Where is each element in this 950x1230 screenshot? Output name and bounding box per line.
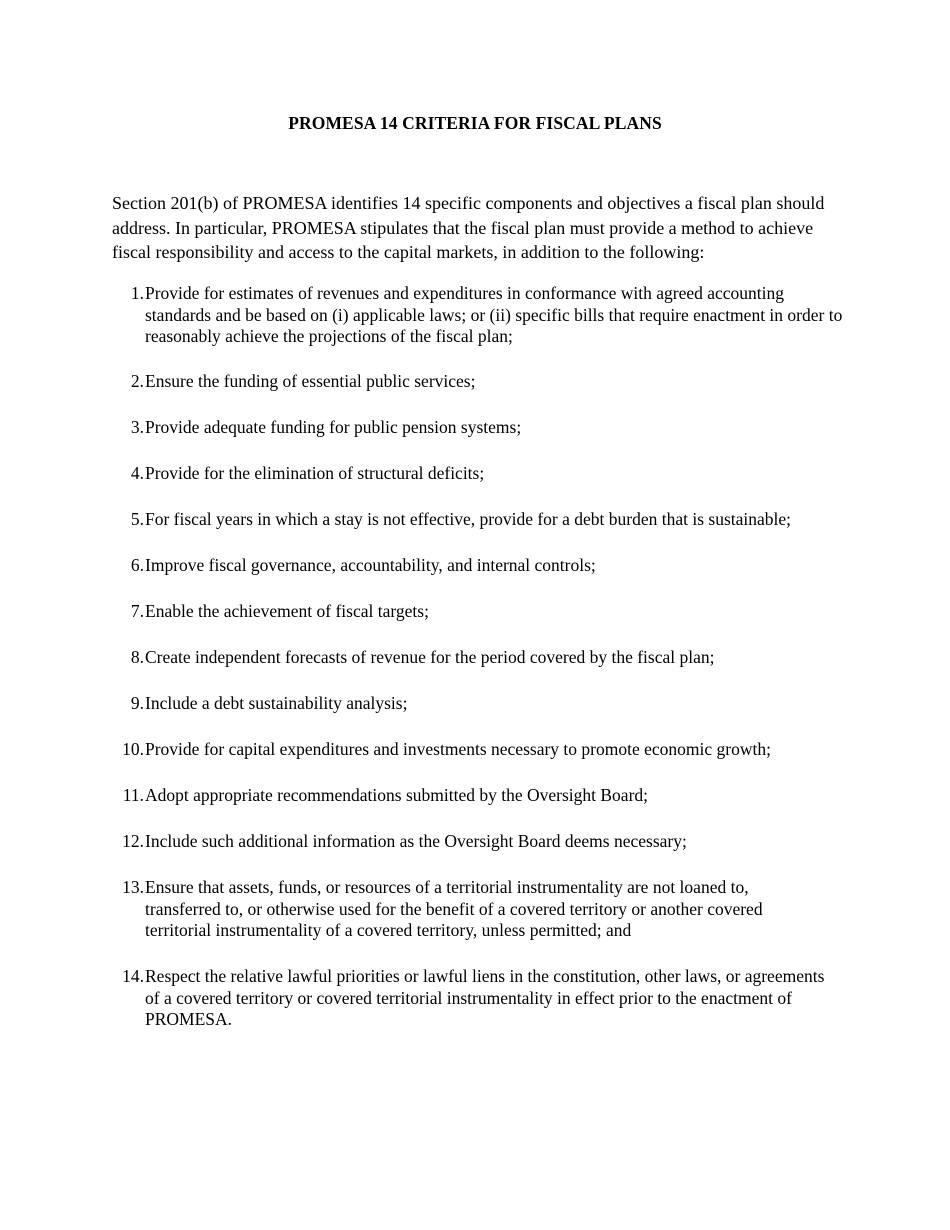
item-number: 12. <box>122 831 144 851</box>
item-text: Improve fiscal governance, accountability, and internal controls; <box>145 555 596 575</box>
item-number: 14. <box>122 966 144 986</box>
intro-paragraph: Section 201(b) of PROMESA identifies 14 specific components and objectives a fiscal plan should address. In particular, PROMESA stipulates that the fiscal plan must provide a method to achieve fiscal responsibility and access to the capital markets, in addition to the following: <box>112 193 825 262</box>
item-number: 11. <box>122 785 144 805</box>
item-number: 10. <box>122 739 144 759</box>
item-text: Provide for estimates of revenues and expenditures in conformance with agreed accounting standards and be based on (i) applicable laws; or (ii) specific bills that require enactment in order to reasonably achieve the projections of the fiscal plan; <box>145 283 843 346</box>
item-text: Provide for capital expenditures and investments necessary to promote economic growth; <box>145 739 771 759</box>
item-text: Include such additional information as the Oversight Board deems necessary; <box>145 831 687 851</box>
item-text: Create independent forecasts of revenue for the period covered by the fiscal plan; <box>145 647 715 667</box>
item-text: Ensure that assets, funds, or resources of a territorial instrumentality are not loaned to, transferred to, or otherwise used for the benefit of a covered territory or another covered territorial instrumentality of a covered territory, unless permitted; and <box>145 877 763 940</box>
item-text: Include a debt sustainability analysis; <box>145 693 408 713</box>
item-text: Provide adequate funding for public pension systems; <box>145 417 522 437</box>
item-text: Ensure the funding of essential public services; <box>145 371 476 391</box>
item-number: 13. <box>122 877 144 897</box>
item-text: Respect the relative lawful priorities or lawful liens in the constitution, other laws, or agreements of a covered territory or covered territorial instrumentality in effect prior to the enactment of PROMESA. <box>145 966 825 1029</box>
item-text: Enable the achievement of fiscal targets; <box>145 601 429 621</box>
item-number: 9. <box>130 693 144 713</box>
item-number: 8. <box>130 647 144 667</box>
item-number: 5. <box>130 509 144 529</box>
item-number: 3. <box>130 417 144 437</box>
item-number: 2. <box>130 371 144 391</box>
item-number: 6. <box>130 555 144 575</box>
item-text: For fiscal years in which a stay is not effective, provide for a debt burden that is sustainable; <box>145 509 792 529</box>
item-number: 4. <box>130 463 144 483</box>
page-title: PROMESA 14 CRITERIA FOR FISCAL PLANS <box>288 113 662 133</box>
item-text: Adopt appropriate recommendations submitted by the Oversight Board; <box>145 785 649 805</box>
item-number: 7. <box>130 601 144 621</box>
item-number: 1. <box>130 283 144 303</box>
item-text: Provide for the elimination of structural deficits; <box>145 463 485 483</box>
